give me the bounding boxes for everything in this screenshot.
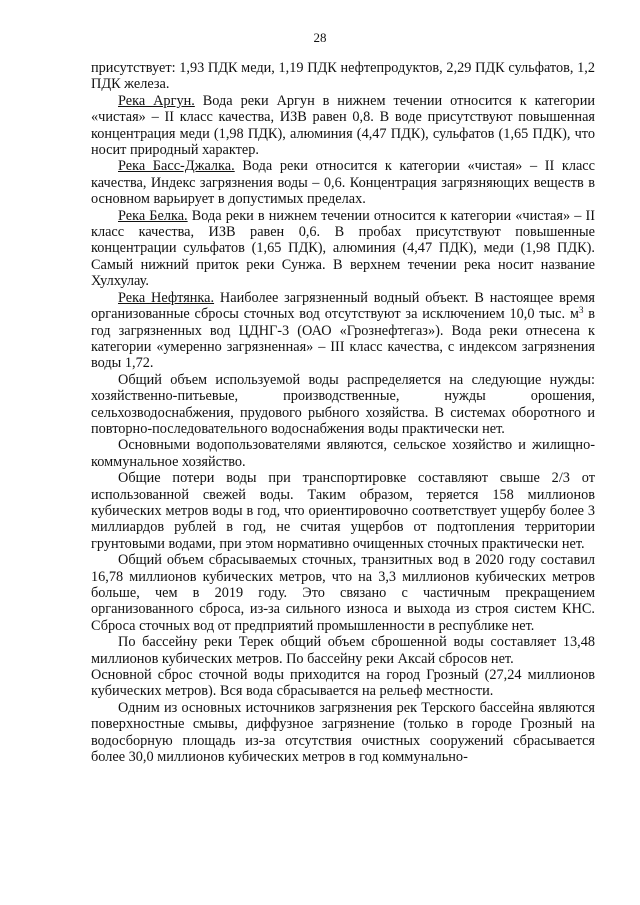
paragraph-water-users: Основными водопользователями являются, сельское хозяйство и жилищно-коммунальное хозяйство. — [91, 437, 595, 470]
river-heading-neftyanka: Река Нефтянка. — [118, 289, 215, 306]
paragraph-water-losses: Общие потери воды при транспортировке составляют свыше 2/3 от использованной свежей воды. Таким образом, теряется 158 миллионов кубических метров воды в год, что ориентировочно соответствует ущербу более 3 миллиардов рублей в год, не считая ущербов от подтопления территории грунтовыми водами, при этом нормативно очищенных сточных практически нет. — [91, 470, 595, 552]
paragraph-belka: Река Белка. Вода реки в нижнем течении относится к категории «чистая» – II класс качества, ИЗВ равен 0,6. В пробах присутствуют повышенные концентрации сульфатов (1,65 ПДК), алюминия (4,47 ПДК), меди (1,98 ПДК). Самый нижний приток реки Сунжа. В верхнем течении река носит название Хулхулау. — [91, 207, 595, 290]
page-number: 28 — [313, 30, 327, 45]
paragraph-neftyanka: Река Нефтянка. Наиболее загрязненный водный объект. В настоящее время организованные сбросы сточных вод отсутствуют за исключением 10,0 тыс. $м^3$ в год загрязненных вод ЦДНГ-3 (ОАО «Грознефтегаз»). Вода реки отнесена к категории «умеренно загрязненная» – III класс качества, с индексом загрязнения воды 1,72. — [91, 289, 595, 372]
river-heading-belka: Река Белка. — [118, 207, 188, 224]
paragraph-copper-iron: присутствует: 1,93 ПДК меди, 1,19 ПДК нефтепродуктов, 2,29 ПДК сульфатов, 1,2 ПДК железа. — [91, 60, 595, 93]
river-heading-argun: Река Аргун. — [118, 92, 195, 109]
paragraph-pollution-sources: Одним из основных источников загрязнения рек Терского бассейна являются поверхностные смывы, диффузное загрязнение (только в городе Грозный на водосборную площадь из-за отсутствия очистных сооружений сбрасывается более 30,0 миллионов кубических метров в год коммунально- — [91, 699, 595, 766]
river-heading-bass-dzhalka: Река Басс-Джалка. — [118, 158, 235, 175]
document-body — [91, 60, 595, 765]
cubic-superscript: 3 — [578, 305, 584, 316]
paragraph-terek-basin: По бассейну реки Терек общий объем сброшенной воды составляет 13,48 миллионов кубических метров. По бассейну реки Аксай сбросов нет. — [91, 634, 595, 667]
paragraph-water-use: Общий объем используемой воды распределяется на следующие нужды: хозяйственно-питьевые, производственные, нужды орошения, сельхозводоснабжения, прудового рыбного хозяйства. В системах оборотного и повторно-последовательного водоснабжения воды практически нет. — [91, 371, 595, 437]
paragraph-argun: Река Аргун. Вода реки Аргун в нижнем течении относится к категории «чистая» – II класс качества, ИЗВ равен 0,8. В воде присутствуют повышенная концентрация меди (1,98 ПДК), алюминия (4,47 ПДК), сульфатов (1,65 ПДК), что носит природный характер. — [91, 92, 596, 159]
paragraph-grozny-discharge: Основной сброс сточной воды приходится на город Грозный (27,24 миллионов кубических метров). Вся вода сбрасывается на рельеф местности. — [91, 667, 595, 700]
paragraph-discharge-volume: Общий объем сбрасываемых сточных, транзитных вод в 2020 году составил 16,78 миллионов кубических метров, что на 3,3 миллионов кубических метров больше, чем в 2019 году. Это связано с частичным прекращением организованного сброса, из-за сильного износа и выхода из строя систем КНС. Сброса сточных вод от предприятий промышленности в республике нет. — [91, 552, 595, 634]
paragraph-bass-dzhalka: Река Басс-Джалка. Вода реки относится к категории «чистая» – II класс качества, Индекс загрязнения воды – 0,6. Концентрация загрязняющих веществ в основном варьирует в допустимых пределах. — [91, 158, 595, 208]
